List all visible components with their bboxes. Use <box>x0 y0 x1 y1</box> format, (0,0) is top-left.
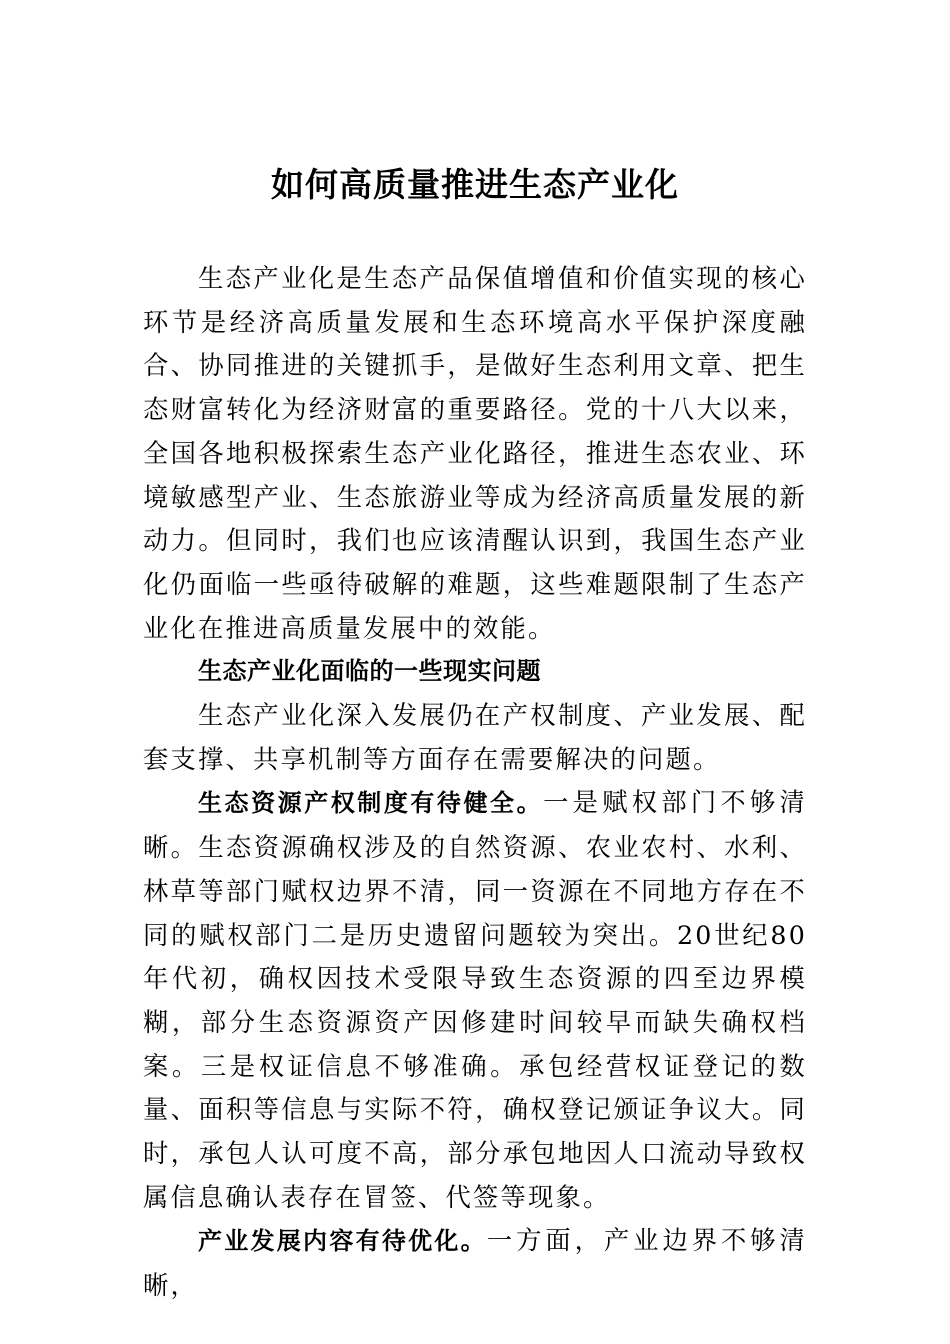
industry-lead: 产业发展内容有待优化。 <box>198 1227 487 1256</box>
property-rights-body: 一是赋权部门不够清晰。生态资源确权涉及的自然资源、农业农村、水利、林草等部门赋权边界不清，同一资源在不同地方存在不同的赋权部门二是历史遗留问题较为突出。20世纪80年代初，确权因技术受限导致生态资源的四至边界模糊，部分生态资源资产因修建时间较早而缺失确权档案。三是权证信息不够准确。承包经营权证登记的数量、面积等信息与实际不符，确权登记颁证争议大。同时，承包人认可度不高，部分承包地因人口流动导致权属信息确认表存在冒签、代签等现象。 <box>143 788 807 1212</box>
industry-paragraph <box>143 1219 807 1307</box>
section-heading: 生态产业化面临的一些现实问题 <box>198 657 541 686</box>
section-intro-paragraph: 生态产业化深入发展仍在产权制度、产业发展、配套支撑、共享机制等方面存在需要解决的问题。 <box>143 701 807 774</box>
property-rights-paragraph <box>143 781 807 1219</box>
document-body <box>143 257 807 1308</box>
industry-body: 一方面，产业边界不够清晰， <box>143 1226 808 1301</box>
property-rights-lead: 生态资源产权制度有待健全。 <box>198 789 544 818</box>
intro-paragraph: 生态产业化是生态产品保值增值和价值实现的核心环节是经济高质量发展和生态环境高水平保护深度融合、协同推进的关键抓手，是做好生态利用文章、把生态财富转化为经济财富的重要路径。党的十八大以来，全国各地积极探索生态产业化路径，推进生态农业、环境敏感型产业、生态旅游业等成为经济高质量发展的新动力。但同时，我们也应该清醒认识到，我国生态产业化仍面临一些亟待破解的难题，这些难题限制了生态产业化在推进高质量发展中的效能。 <box>143 264 807 643</box>
document-title: 如何高质量推进生态产业化 <box>271 165 679 204</box>
